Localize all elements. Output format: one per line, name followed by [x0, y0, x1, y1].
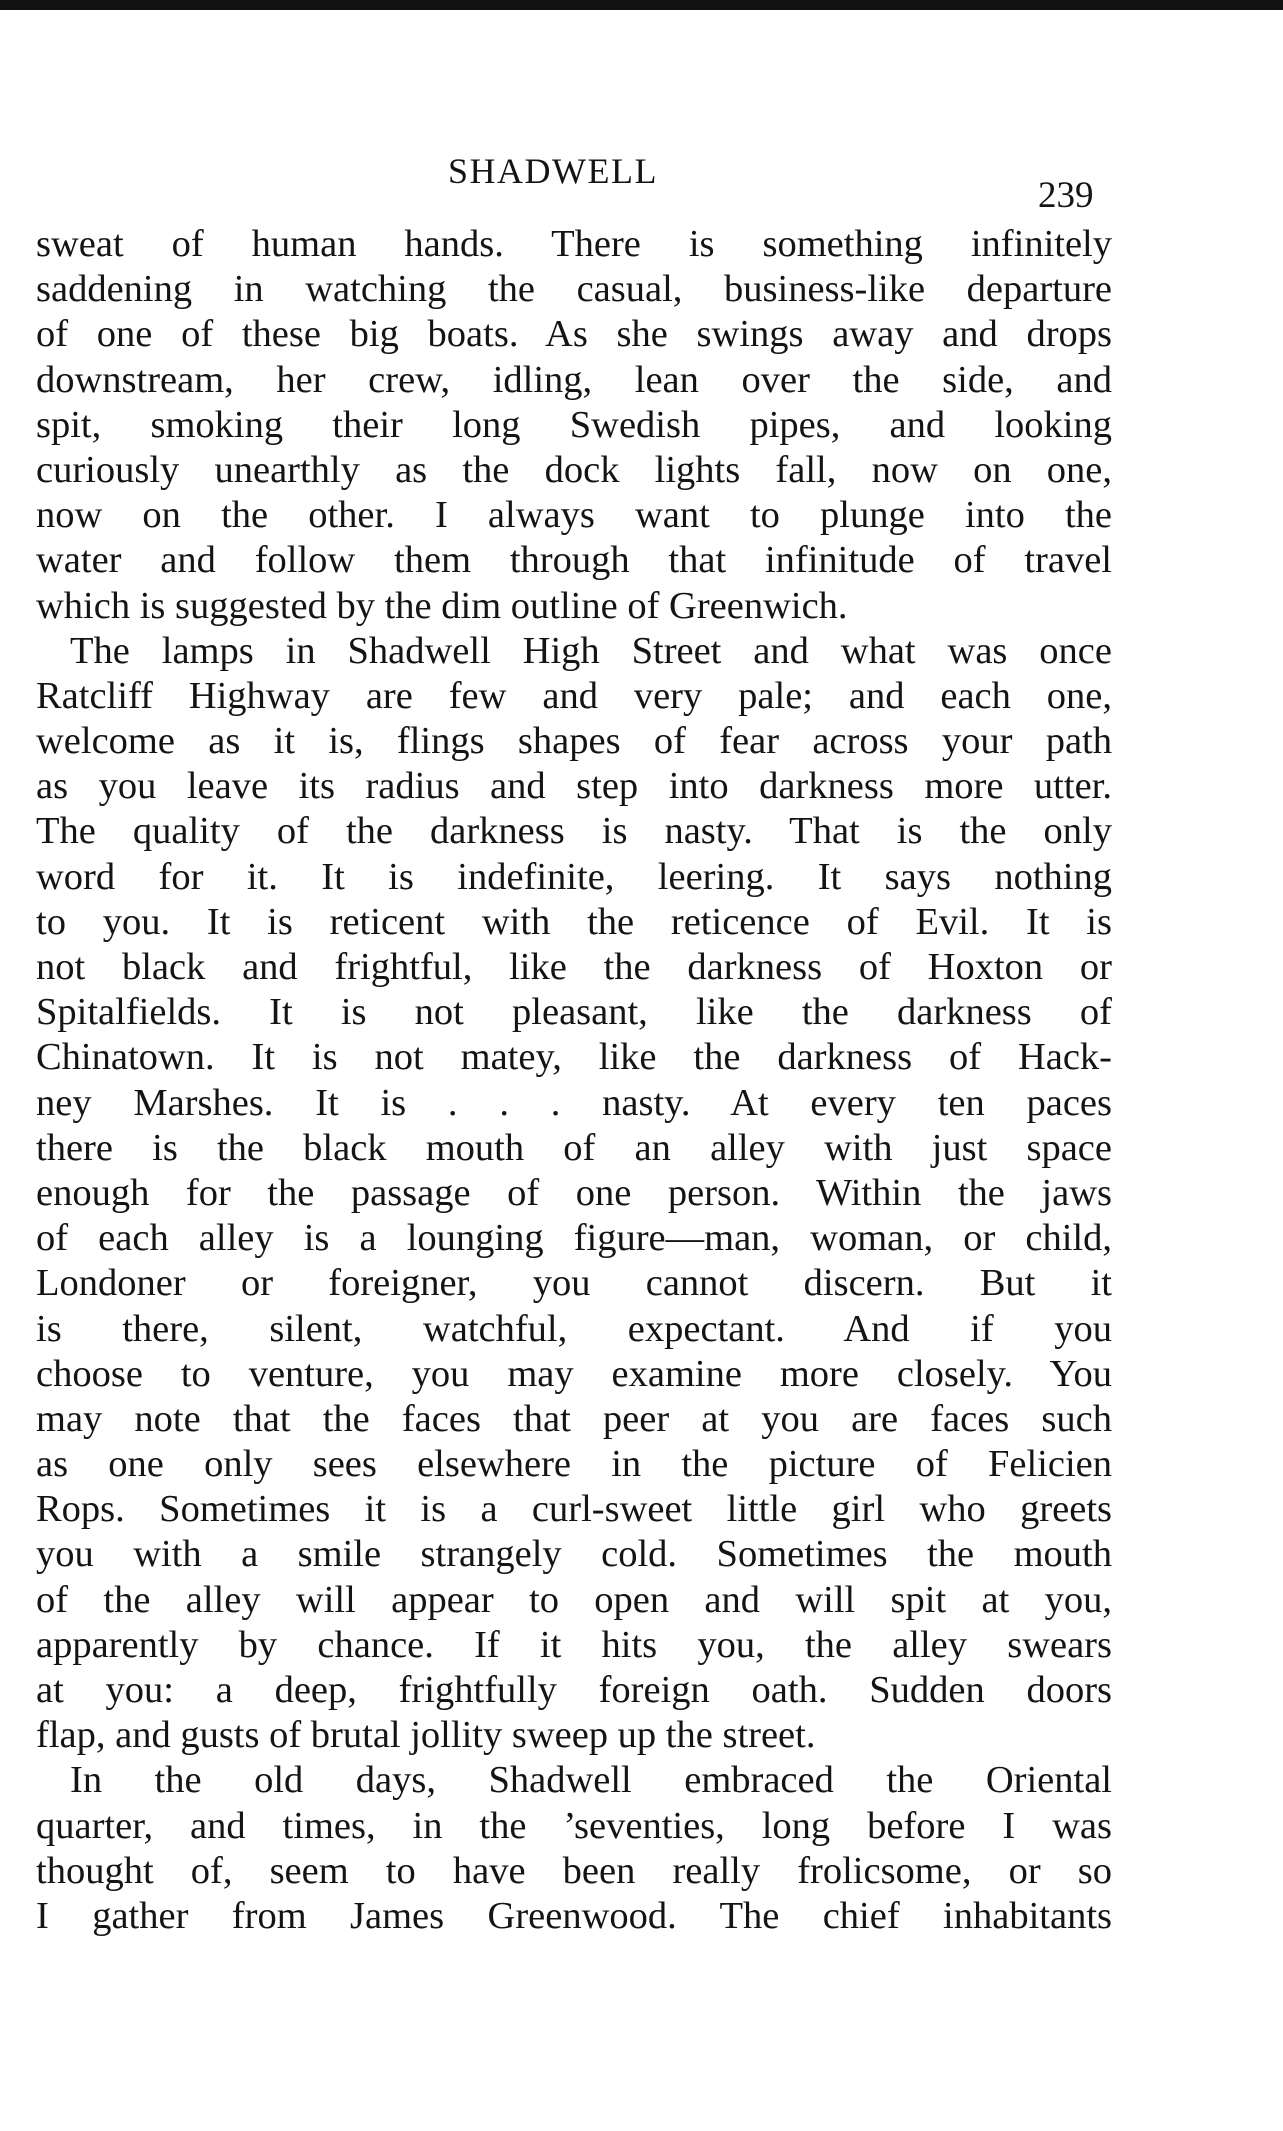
- text-line: of each alley is a lounging figure—man, woman, or child,: [36, 1217, 1112, 1260]
- text-line: Londoner or foreigner, you cannot discern. But it: [36, 1262, 1112, 1305]
- text-line: sweat of human hands. There is something infinitely: [36, 223, 1112, 265]
- text-line: quarter, and times, in the ’seventies, long before I was: [36, 1804, 1112, 1847]
- text-line: word for it. It is indefinite, leering. It says nothing: [36, 855, 1112, 898]
- text-line: welcome as it is, flings shapes of fear across your path: [36, 720, 1112, 763]
- text-line: In the old days, Shadwell embraced the Oriental: [70, 1759, 1112, 1802]
- text-line: Chinatown. It is not matey, like the darkness of Hack-: [36, 1036, 1112, 1079]
- text-line: not black and frightful, like the darkness of Hoxton or: [36, 946, 1112, 988]
- text-line: Rops. Sometimes it is a curl-sweet little girl who greets: [36, 1488, 1112, 1531]
- text-line: spit, smoking their long Swedish pipes, and looking: [36, 403, 1112, 446]
- text-line: at you: a deep, frightfully foreign oath. Sudden doors: [36, 1669, 1112, 1711]
- text-line: which is suggested by the dim outline of Greenwich.: [36, 584, 848, 627]
- text-line: flap, and gusts of brutal jollity sweep up the street.: [36, 1714, 816, 1757]
- body-text: [36, 222, 1112, 1939]
- text-line: there is the black mouth of an alley with just space: [36, 1126, 1112, 1169]
- page-number: 239: [1038, 175, 1094, 216]
- text-line: saddening in watching the casual, business-like departure: [36, 268, 1112, 311]
- text-line: water and follow them through that infinitude of travel: [36, 539, 1112, 582]
- running-head: SHADWELL: [448, 151, 658, 191]
- text-line: Spitalfields. It is not pleasant, like the darkness of: [36, 991, 1112, 1034]
- text-line: downstream, her crew, idling, lean over the side, and: [36, 358, 1112, 401]
- text-line: The lamps in Shadwell High Street and what was once: [70, 629, 1112, 672]
- text-line: ney Marshes. It is . . . nasty. At every ten paces: [36, 1081, 1112, 1124]
- text-line: is there, silent, watchful, expectant. And if you: [36, 1307, 1112, 1350]
- text-line: curiously unearthly as the dock lights fall, now on one,: [36, 448, 1112, 491]
- text-line: of the alley will appear to open and will spit at you,: [36, 1578, 1112, 1621]
- text-line: The quality of the darkness is nasty. That is the only: [36, 810, 1112, 853]
- text-line: Ratcliff Highway are few and very pale; and each one,: [36, 674, 1112, 717]
- text-line: now on the other. I always want to plunge into the: [36, 494, 1112, 537]
- text-line: I gather from James Greenwood. The chief inhabitants: [36, 1894, 1112, 1937]
- text-line: apparently by chance. If it hits you, the alley swears: [36, 1623, 1112, 1666]
- text-line: as you leave its radius and step into darkness more utter.: [36, 765, 1112, 808]
- text-line: enough for the passage of one person. Within the jaws: [36, 1171, 1112, 1214]
- text-line: you with a smile strangely cold. Sometimes the mouth: [36, 1533, 1112, 1576]
- text-line: of one of these big boats. As she swings away and drops: [36, 313, 1112, 356]
- text-line: thought of, seem to have been really frolicsome, or so: [36, 1849, 1112, 1892]
- text-line: may note that the faces that peer at you are faces such: [36, 1397, 1112, 1440]
- top-border-rule: [0, 0, 1283, 10]
- text-line: choose to venture, you may examine more closely. You: [36, 1352, 1112, 1395]
- text-line: as one only sees elsewhere in the picture of Felicien: [36, 1443, 1112, 1486]
- text-line: to you. It is reticent with the reticence of Evil. It is: [36, 900, 1112, 943]
